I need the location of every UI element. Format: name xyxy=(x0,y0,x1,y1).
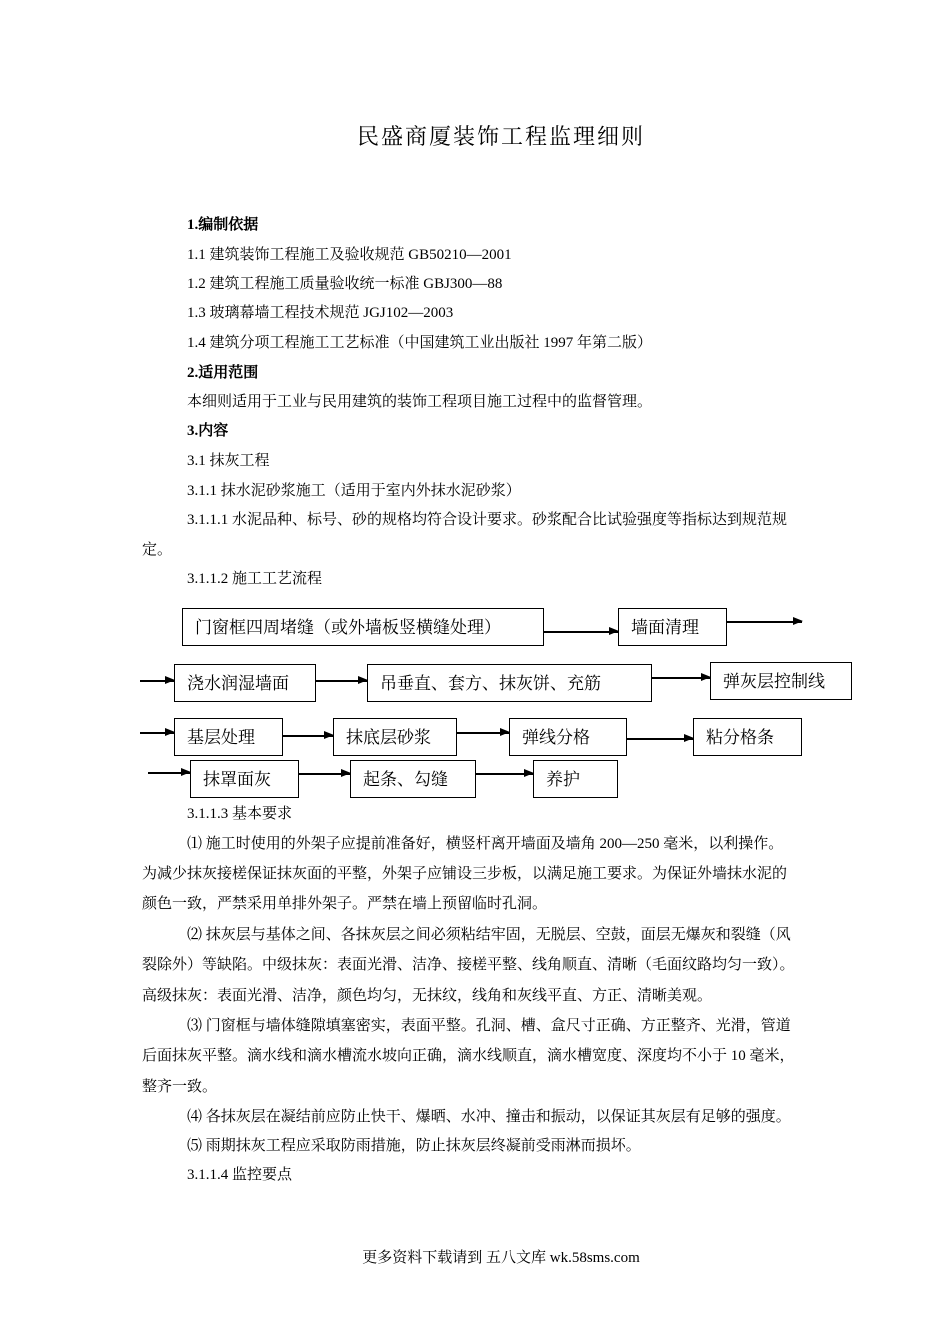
req-5: ⑸ 雨期抹灰工程应采取防雨措施，防止抹灰层终凝前受雨淋而损坏。 xyxy=(187,1138,641,1154)
flow-arrow xyxy=(283,735,333,737)
flow-arrow xyxy=(140,732,174,734)
flow-arrow xyxy=(727,621,802,623)
section-2-heading: 2.适用范围 xyxy=(187,365,259,381)
flow-step-grid-strips: 粘分格条 xyxy=(693,718,802,756)
flow-step-base-treatment: 基层处理 xyxy=(174,718,283,756)
flow-arrow xyxy=(140,680,174,682)
flow-step-curing: 养护 xyxy=(533,760,618,798)
subsection-3-1-1-2: 3.1.1.2 施工工艺流程 xyxy=(187,571,323,587)
req-1-line1: ⑴ 施工时使用的外架子应提前准备好，横竖杆离开墙面及墙角 200—250 毫米，以利操作。 xyxy=(187,836,784,852)
flow-step-grid-lines: 弹线分格 xyxy=(509,718,627,756)
subsection-3-1-1-4: 3.1.1.4 监控要点 xyxy=(187,1167,293,1183)
section-3-heading: 3.内容 xyxy=(187,423,229,439)
flow-arrow xyxy=(148,772,190,774)
document-title: 民盛商厦装饰工程监理细则 xyxy=(356,125,645,150)
subsection-3-1: 3.1 抹灰工程 xyxy=(187,453,270,469)
flow-arrow xyxy=(299,773,350,775)
req-2-line2: 裂除外）等缺陷。中级抹灰：表面光滑、洁净、接槎平整、线角顺直、清晰（毛面纹路均匀一致）。 xyxy=(142,957,795,973)
flow-step-finish-coat: 抹罩面灰 xyxy=(190,760,299,798)
req-1-line2: 为减少抹灰接槎保证抹灰面的平整，外架子应铺设三步板，以满足施工要求。为保证外墙抹水泥的 xyxy=(142,866,788,882)
req-3-line1: ⑶ 门窗框与墙体缝隙填塞密实，表面平整。孔洞、槽、盒尺寸正确、方正整齐、光滑，管道 xyxy=(187,1018,791,1034)
req-3-line2: 后面抹灰平整。滴水线和滴水槽流水坡向正确，滴水线顺直，滴水槽宽度、深度均不小于 10 毫米， xyxy=(142,1048,795,1064)
flow-step-plumb-square: 吊垂直、套方、抹灰饼、充筋 xyxy=(367,664,652,702)
subsection-3-1-1: 3.1.1 抹水泥砂浆施工（适用于室内外抹水泥砂浆） xyxy=(187,483,521,499)
req-4: ⑷ 各抹灰层在凝结前应防止快干、爆晒、水冲、撞击和振动，以保证其灰层有足够的强度。 xyxy=(187,1109,791,1125)
para-3-1-1-1-line2: 定。 xyxy=(142,542,173,558)
req-2-line3: 高级抹灰：表面光滑、洁净，颜色均匀，无抹纹，线角和灰线平直、方正、清晰美观。 xyxy=(142,988,713,1004)
ref-item-3: 1.3 玻璃幕墙工程技术规范 JGJ102—2003 xyxy=(187,305,454,321)
flow-step-wall-cleaning: 墙面清理 xyxy=(618,608,727,646)
flow-arrow xyxy=(544,631,618,633)
flow-arrow xyxy=(476,773,533,775)
flow-step-bottom-mortar: 抹底层砂浆 xyxy=(333,718,457,756)
flow-step-joint-pointing: 起条、勾缝 xyxy=(350,760,476,798)
scope-text: 本细则适用于工业与民用建筑的装饰工程项目施工过程中的监督管理。 xyxy=(187,394,653,410)
flow-arrow xyxy=(457,732,509,734)
para-3-1-1-1-line1: 3.1.1.1 水泥品种、标号、砂的规格均符合设计要求。砂浆配合比试验强度等指标达到规范规 xyxy=(187,512,788,528)
section-1-heading: 1.编制依据 xyxy=(187,217,259,233)
subsection-3-1-1-3: 3.1.1.3 基本要求 xyxy=(187,806,293,822)
flow-step-wet-wall: 浇水润湿墙面 xyxy=(174,664,316,702)
req-2-line1: ⑵ 抹灰层与基体之间、各抹灰层之间必须粘结牢固，无脱层、空鼓，面层无爆灰和裂缝（风 xyxy=(187,927,791,943)
flow-step-door-frame-sealing: 门窗框四周堵缝（或外墙板竖横缝处理） xyxy=(182,608,544,646)
flow-arrow xyxy=(316,680,367,682)
ref-item-1: 1.1 建筑装饰工程施工及验收规范 GB50210—2001 xyxy=(187,247,512,263)
ref-item-4: 1.4 建筑分项工程施工工艺标准（中国建筑工业出版社 1997 年第二版） xyxy=(187,335,653,351)
flow-arrow xyxy=(627,738,693,740)
req-3-line3: 整齐一致。 xyxy=(142,1079,218,1095)
ref-item-2: 1.2 建筑工程施工质量验收统一标准 GBJ300—88 xyxy=(187,276,503,292)
req-1-line3: 颜色一致，严禁采用单排外架子。严禁在墙上预留临时孔洞。 xyxy=(142,896,548,912)
flow-step-control-line: 弹灰层控制线 xyxy=(710,662,852,700)
footer-link-text: 更多资料下载请到 五八文库 wk.58sms.com xyxy=(362,1250,640,1266)
flow-arrow xyxy=(652,677,710,679)
